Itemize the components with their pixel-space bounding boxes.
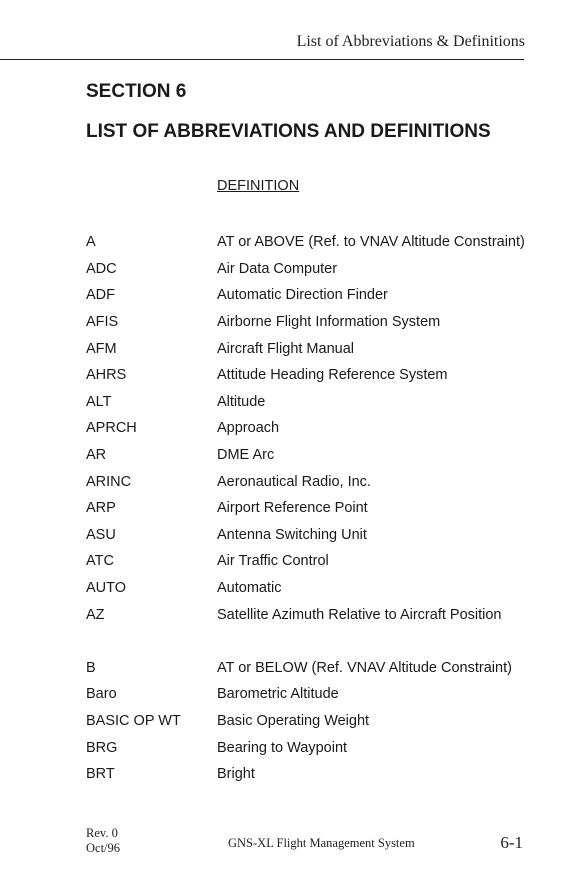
abbreviation: ALT [86,393,112,410]
list-item [86,468,546,495]
definition: Air Traffic Control [217,553,329,570]
document-title: GNS-XL Flight Management System [228,836,415,850]
definition: Bearing to Waypoint [217,739,348,756]
list-item [86,256,546,283]
page-number: 6-1 [500,833,523,852]
list-item [86,761,546,788]
definition: Approach [217,420,280,437]
abbreviation: AUTO [86,580,127,597]
revision-date: Oct/96 [86,841,121,855]
abbreviation: Baro [86,686,117,703]
running-header: List of Abbreviations & Definitions [296,33,525,50]
definition: AT or BELOW (Ref. VNAV Altitude Constraint) [217,659,512,676]
definition: Satellite Azimuth Relative to Aircraft Position [217,606,502,623]
definition: Air Data Computer [217,260,338,277]
abbreviation: AFIS [86,314,119,331]
definition: Attitude Heading Reference System [217,367,448,384]
abbreviation: AR [86,447,107,464]
abbreviation: AHRS [86,367,127,384]
list-item [86,601,546,628]
definition: Aeronautical Radio, Inc. [217,473,371,490]
list-item [86,335,546,362]
revision-info [86,826,120,856]
list-item [86,655,546,682]
list-item [86,442,546,469]
list-item [86,362,546,389]
abbreviation-list [86,229,546,787]
abbreviation: ARP [86,500,116,517]
definition: Basic Operating Weight [217,712,370,729]
list-item [86,522,546,549]
list-item [86,708,546,735]
list-item [86,229,546,256]
list-item [86,389,546,416]
abbreviation: BASIC OP WT [86,712,181,729]
abbreviation: ATC [86,553,114,570]
list-item [86,495,546,522]
abbreviation: ADF [86,287,115,304]
definition: AT or ABOVE (Ref. to VNAV Altitude Constraint) [217,234,525,251]
abbreviation: BRG [86,739,118,756]
abbreviation: BRT [86,766,115,783]
definition: Antenna Switching Unit [217,526,367,543]
section-title: LIST OF ABBREVIATIONS AND DEFINITIONS [86,121,491,142]
definition: Barometric Altitude [217,686,339,703]
abbreviation: B [86,659,96,676]
definition-column-heading: DEFINITION [217,178,300,194]
list-item [86,309,546,336]
list-item [86,734,546,761]
definition: Bright [217,766,255,783]
definition: Altitude [217,393,266,410]
abbreviation: AZ [86,606,105,623]
abbreviation: APRCH [86,420,137,437]
definition: Airport Reference Point [217,500,368,517]
abbreviation: ADC [86,260,117,277]
abbreviation: A [86,234,96,251]
definition: Automatic Direction Finder [217,287,388,304]
definition: Airborne Flight Information System [217,314,441,331]
abbreviation: AFM [86,340,117,357]
list-item [86,681,546,708]
list-item [86,548,546,575]
revision-number: Rev. 0 [86,826,118,840]
abbreviation: ARINC [86,473,132,490]
definition: Aircraft Flight Manual [217,340,354,357]
list-item [86,415,546,442]
header-rule [0,59,524,60]
section-number: SECTION 6 [86,81,187,102]
list-item [86,575,546,602]
definition: Automatic [217,580,282,597]
list-item [86,282,546,309]
abbreviation: ASU [86,526,116,543]
definition: DME Arc [217,447,275,464]
